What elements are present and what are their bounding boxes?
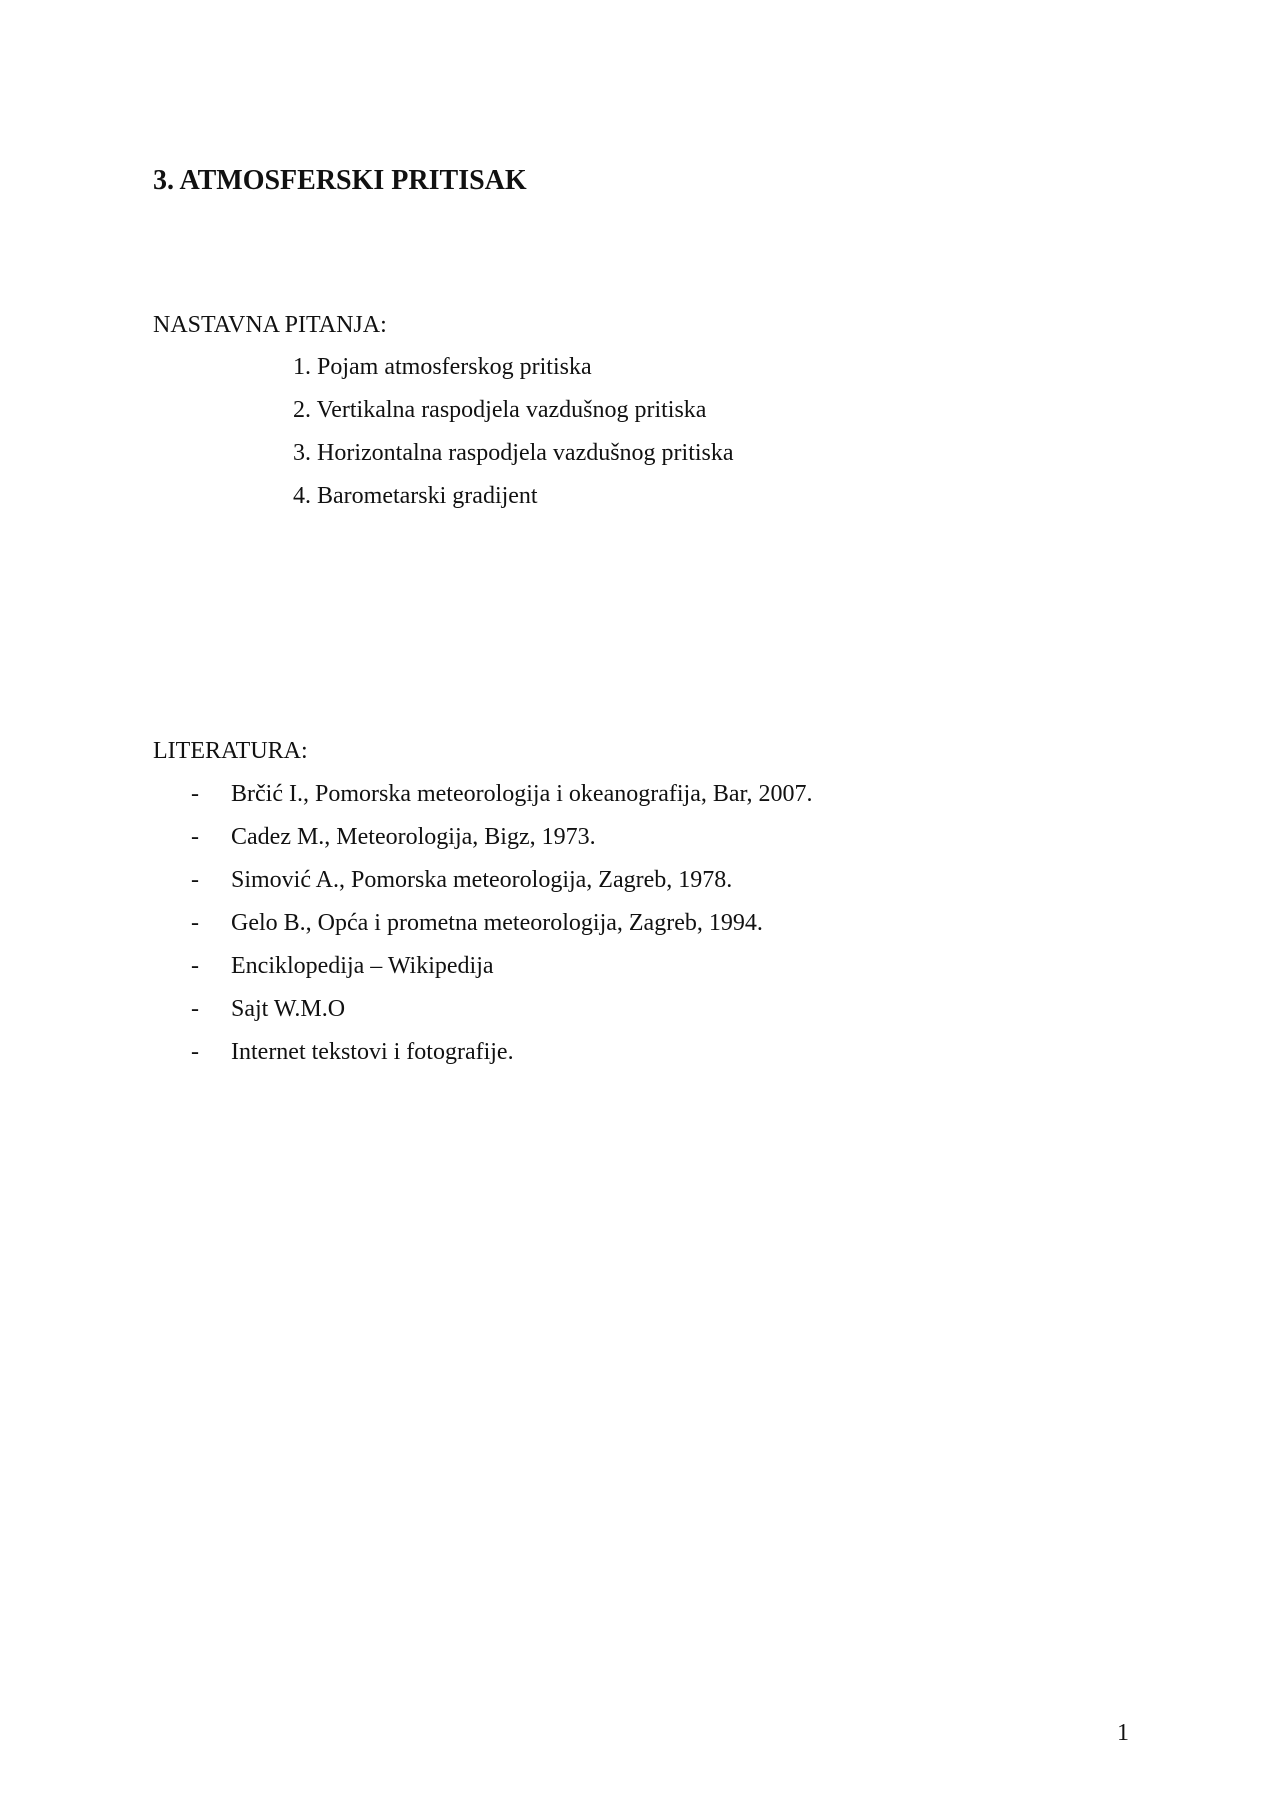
questions-list: [293, 351, 734, 523]
list-bullet: -: [191, 996, 199, 1022]
literature-item: [153, 864, 813, 907]
page-number: 1: [1117, 1720, 1129, 1746]
literature-text: Sajt W.M.O: [231, 996, 346, 1022]
question-item: 1. Pojam atmosferskog pritiska: [293, 354, 592, 380]
page-title: 3. ATMOSFERSKI PRITISAK: [153, 165, 527, 196]
literature-item: [153, 950, 813, 993]
list-bullet: -: [191, 910, 199, 936]
literature-list: [153, 778, 813, 1079]
list-bullet: -: [191, 867, 199, 893]
literature-item: [153, 821, 813, 864]
list-bullet: -: [191, 824, 199, 850]
questions-label: NASTAVNA PITANJA:: [153, 312, 387, 338]
literature-item: [153, 907, 813, 950]
literature-item: [153, 778, 813, 821]
list-bullet: -: [191, 953, 199, 979]
question-item: 4. Barometarski gradijent: [293, 483, 538, 509]
literature-text: Cadez M., Meteorologija, Bigz, 1973.: [231, 824, 596, 850]
literature-text: Simović A., Pomorska meteorologija, Zagreb, 1978.: [231, 867, 733, 893]
literature-text: Gelo B., Opća i prometna meteorologija, Zagreb, 1994.: [231, 910, 763, 936]
literature-text: Internet tekstovi i fotografije.: [231, 1039, 514, 1065]
literature-label: LITERATURA:: [153, 738, 308, 764]
literature-item: [153, 993, 813, 1036]
literature-text: Brčić I., Pomorska meteorologija i okeanografija, Bar, 2007.: [231, 781, 813, 807]
literature-item: [153, 1036, 813, 1079]
list-bullet: -: [191, 781, 199, 807]
list-bullet: -: [191, 1039, 199, 1065]
question-item: 2. Vertikalna raspodjela vazdušnog pritiska: [293, 397, 707, 423]
question-item: 3. Horizontalna raspodjela vazdušnog pritiska: [293, 440, 734, 466]
literature-text: Enciklopedija – Wikipedija: [231, 953, 494, 979]
